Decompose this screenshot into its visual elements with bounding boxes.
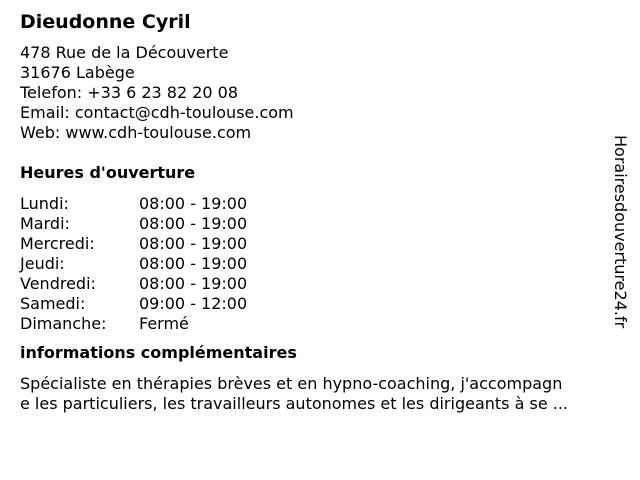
day-label: Dimanche: [20, 314, 107, 333]
address-city: 31676 Labège [20, 63, 135, 82]
hours-row-tuesday [20, 214, 320, 234]
hours-row-wednesday [20, 234, 320, 254]
day-label: Jeudi: [20, 254, 65, 273]
site-watermark: Horairesdouverture24.fr [611, 135, 630, 329]
day-label: Mercredi: [20, 234, 95, 253]
phone-number[interactable]: Telefon: +33 6 23 82 20 08 [20, 83, 239, 102]
business-name: Dieudonne Cyril [20, 11, 191, 33]
day-label: Samedi: [20, 294, 86, 313]
hours-table [20, 194, 320, 334]
time-value: 08:00 - 19:00 [139, 234, 248, 253]
time-value: 08:00 - 19:00 [139, 274, 248, 293]
address-street: 478 Rue de la Découverte [20, 43, 229, 62]
time-value: 08:00 - 19:00 [139, 214, 248, 233]
info-description [20, 374, 620, 414]
hours-row-thursday [20, 254, 320, 274]
info-heading: informations complémentaires [20, 343, 297, 362]
time-value: Fermé [139, 314, 189, 333]
info-line-2: e les particuliers, les travailleurs autonomes et les dirigeants à se ... [20, 394, 568, 413]
day-label: Mardi: [20, 214, 70, 233]
hours-row-monday [20, 194, 320, 214]
time-value: 09:00 - 12:00 [139, 294, 248, 313]
website-link[interactable]: Web: www.cdh-toulouse.com [20, 123, 252, 142]
hours-row-sunday [20, 314, 320, 334]
contact-block [20, 43, 294, 143]
hours-row-saturday [20, 294, 320, 314]
day-label: Lundi: [20, 194, 69, 213]
email-address[interactable]: Email: contact@cdh-toulouse.com [20, 103, 294, 122]
info-line-1: Spécialiste en thérapies brèves et en hypno-coaching, j'accompagn [20, 374, 563, 393]
time-value: 08:00 - 19:00 [139, 254, 248, 273]
hours-row-friday [20, 274, 320, 294]
hours-heading: Heures d'ouverture [20, 163, 196, 182]
day-label: Vendredi: [20, 274, 96, 293]
time-value: 08:00 - 19:00 [139, 194, 248, 213]
